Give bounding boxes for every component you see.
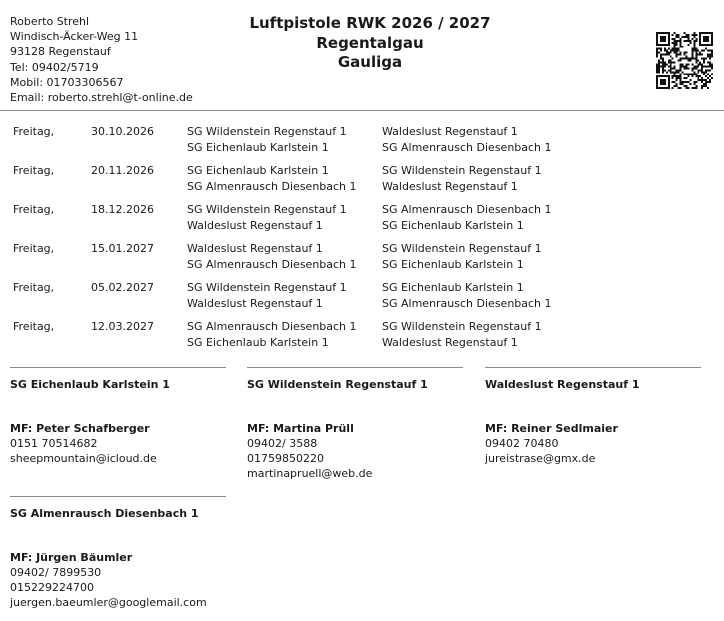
contact-line: juergen.baeumler@googlemail.com [10,596,207,610]
match-date: 18.12.2026 [91,203,154,216]
match-row [0,202,724,241]
contact-details [247,436,463,482]
away-team: SG Almenrausch Diesenbach 1 [382,141,552,154]
away-team: SG Wildenstein Regenstauf 1 [382,320,542,333]
home-team: Waldeslust Regenstauf 1 [187,297,323,310]
contact-line: jureistrase@gmx.de [485,452,596,466]
away-team: SG Almenrausch Diesenbach 1 [382,203,552,216]
home-team: SG Eichenlaub Karlstein 1 [187,141,329,154]
club-divider [10,367,226,368]
team-manager: MF: Jürgen Bäumler [10,551,133,564]
contact-line: 09402/ 3588 [247,437,318,450]
match-row [0,319,724,358]
match-date: 20.11.2026 [91,164,154,177]
match-day: Freitag, [13,164,55,177]
away-team: SG Wildenstein Regenstauf 1 [382,164,542,177]
home-team: Waldeslust Regenstauf 1 [187,219,323,232]
header-divider [0,110,724,111]
home-team: SG Eichenlaub Karlstein 1 [187,164,329,177]
sender-street: Windisch-Äcker-Weg 11 [10,30,139,44]
contact-line: martinapruell@web.de [247,467,373,481]
sender-email: Email: roberto.strehl@t-online.de [10,91,193,105]
team-manager: MF: Reiner Sedlmaier [485,422,618,435]
contact-line: 0151 70514682 [10,437,98,450]
sender-name: Roberto Strehl [10,15,90,28]
match-schedule [0,124,724,358]
match-row [0,163,724,202]
match-day: Freitag, [13,125,55,138]
club-divider [485,367,701,368]
heading-title: Luftpistole RWK 2026 / 2027 [249,14,491,32]
match-day: Freitag, [13,281,55,294]
contact-line: 015229224700 [10,581,94,595]
contact-line: 09402 70480 [485,437,559,450]
club-block [247,367,463,482]
match-day: Freitag, [13,203,55,216]
match-day: Freitag, [13,242,55,255]
home-team: SG Wildenstein Regenstauf 1 [187,281,347,294]
club-divider [247,367,463,368]
contact-details [485,436,701,466]
club-block [10,496,226,611]
contact-line: 01759850220 [247,452,324,466]
team-manager: MF: Martina Prüll [247,422,354,435]
document-heading [220,14,520,73]
match-date: 12.03.2027 [91,320,154,333]
away-team: SG Eichenlaub Karlstein 1 [382,258,524,271]
away-team: Waldeslust Regenstauf 1 [382,125,518,138]
club-name: SG Wildenstein Regenstauf 1 [247,378,428,391]
match-row [0,280,724,319]
match-day: Freitag, [13,320,55,333]
heading-league: Gauliga [337,53,403,71]
sender-phone: Tel: 09402/5719 [10,60,99,74]
match-date: 15.01.2027 [91,242,154,255]
club-name: Waldeslust Regenstauf 1 [485,378,640,391]
home-team: SG Eichenlaub Karlstein 1 [187,336,329,349]
contact-line: sheepmountain@icloud.de [10,452,157,466]
home-team: SG Almenrausch Diesenbach 1 [187,320,357,333]
sender-city: 93128 Regenstauf [10,45,111,59]
match-row [0,241,724,280]
sender-address-block [10,14,193,105]
away-team: SG Eichenlaub Karlstein 1 [382,219,524,232]
club-block [485,367,701,466]
home-team: SG Almenrausch Diesenbach 1 [187,258,357,271]
team-manager: MF: Peter Schafberger [10,422,150,435]
home-team: SG Wildenstein Regenstauf 1 [187,125,347,138]
contact-details [10,436,226,466]
contact-details [10,565,226,611]
home-team: Waldeslust Regenstauf 1 [187,242,323,255]
away-team: SG Eichenlaub Karlstein 1 [382,281,524,294]
away-team: SG Wildenstein Regenstauf 1 [382,242,542,255]
match-row [0,124,724,163]
away-team: SG Almenrausch Diesenbach 1 [382,297,552,310]
away-team: Waldeslust Regenstauf 1 [382,336,518,349]
away-team: Waldeslust Regenstauf 1 [382,180,518,193]
home-team: SG Almenrausch Diesenbach 1 [187,180,357,193]
home-team: SG Wildenstein Regenstauf 1 [187,203,347,216]
club-block [10,367,226,466]
sender-mobile: Mobil: 01703306567 [10,75,124,89]
club-divider [10,496,226,497]
contact-line: 09402/ 7899530 [10,566,102,579]
match-date: 05.02.2027 [91,281,154,294]
club-name: SG Almenrausch Diesenbach 1 [10,507,199,520]
heading-district: Regentalgau [316,33,424,52]
club-name: SG Eichenlaub Karlstein 1 [10,378,170,391]
qr-code-icon [656,32,713,89]
match-date: 30.10.2026 [91,125,154,138]
